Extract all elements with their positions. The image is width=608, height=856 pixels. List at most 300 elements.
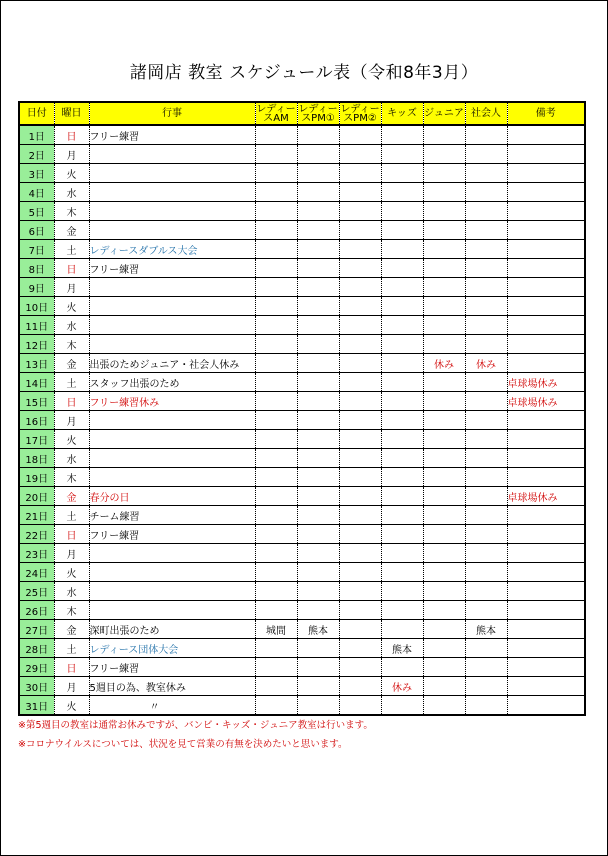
kids-cell xyxy=(381,278,423,297)
adult-cell xyxy=(465,449,507,468)
notes-cell xyxy=(507,297,585,316)
weekday-cell: 木 xyxy=(54,335,89,354)
table-row xyxy=(19,297,585,316)
ladies-pm1-cell xyxy=(297,145,339,164)
weekday-cell: 日 xyxy=(54,259,89,278)
ladies-pm1-cell xyxy=(297,525,339,544)
notes-cell: 卓球場休み xyxy=(507,392,585,411)
adult-cell xyxy=(465,240,507,259)
kids-cell xyxy=(381,430,423,449)
ladies-pm2-cell xyxy=(339,449,381,468)
table-row xyxy=(19,544,585,563)
adult-cell: 熊本 xyxy=(465,620,507,639)
kids-cell xyxy=(381,125,423,145)
date-cell: 13日 xyxy=(19,354,54,373)
notes-cell: 卓球場休み xyxy=(507,487,585,506)
ladies-am-cell xyxy=(255,525,297,544)
table-row xyxy=(19,563,585,582)
weekday-cell: 水 xyxy=(54,316,89,335)
ladies-am-cell xyxy=(255,240,297,259)
date-cell: 29日 xyxy=(19,658,54,677)
ladies-pm2-cell xyxy=(339,677,381,696)
ladies-am-cell xyxy=(255,183,297,202)
adult-cell xyxy=(465,563,507,582)
ladies-pm1-cell xyxy=(297,506,339,525)
ladies-pm2-cell xyxy=(339,582,381,601)
weekday-cell: 金 xyxy=(54,620,89,639)
adult-cell xyxy=(465,335,507,354)
kids-cell xyxy=(381,316,423,335)
footnotes xyxy=(18,716,373,754)
adult-cell xyxy=(465,145,507,164)
notes-cell xyxy=(507,411,585,430)
ladies-pm1-cell xyxy=(297,468,339,487)
table-row xyxy=(19,335,585,354)
junior-cell xyxy=(423,658,465,677)
date-cell: 25日 xyxy=(19,582,54,601)
weekday-cell: 月 xyxy=(54,411,89,430)
ladies-pm2-cell xyxy=(339,278,381,297)
ladies-pm1-cell xyxy=(297,601,339,620)
ladies-am-cell xyxy=(255,145,297,164)
ladies-pm2-cell xyxy=(339,392,381,411)
weekday-cell: 月 xyxy=(54,544,89,563)
notes-cell xyxy=(507,316,585,335)
weekday-cell: 水 xyxy=(54,582,89,601)
weekday-cell: 金 xyxy=(54,354,89,373)
junior-cell xyxy=(423,316,465,335)
notes-cell xyxy=(507,525,585,544)
table-row xyxy=(19,525,585,544)
table-row xyxy=(19,696,585,716)
date-cell: 1日 xyxy=(19,125,54,145)
event-cell: レディース団体大会 xyxy=(89,639,255,658)
kids-cell xyxy=(381,449,423,468)
junior-cell xyxy=(423,601,465,620)
ladies-pm1-cell xyxy=(297,164,339,183)
notes-cell xyxy=(507,563,585,582)
ladies-pm1-cell xyxy=(297,392,339,411)
table-row xyxy=(19,430,585,449)
adult-cell xyxy=(465,506,507,525)
junior-cell xyxy=(423,145,465,164)
ladies-am-cell xyxy=(255,221,297,240)
junior-cell xyxy=(423,639,465,658)
ladies-pm1-cell xyxy=(297,316,339,335)
date-cell: 18日 xyxy=(19,449,54,468)
table-row xyxy=(19,278,585,297)
junior-cell xyxy=(423,335,465,354)
event-cell xyxy=(89,582,255,601)
adult-cell xyxy=(465,582,507,601)
notes-cell xyxy=(507,183,585,202)
table-row xyxy=(19,506,585,525)
ladies-pm1-cell xyxy=(297,696,339,716)
junior-cell xyxy=(423,411,465,430)
notes-cell xyxy=(507,601,585,620)
ladies-pm1-cell xyxy=(297,240,339,259)
header-adult: 社会人 xyxy=(465,102,507,125)
adult-cell xyxy=(465,544,507,563)
adult-cell xyxy=(465,373,507,392)
junior-cell xyxy=(423,164,465,183)
weekday-cell: 水 xyxy=(54,449,89,468)
junior-cell xyxy=(423,125,465,145)
adult-cell xyxy=(465,430,507,449)
notes-cell xyxy=(507,506,585,525)
notes-cell xyxy=(507,658,585,677)
date-cell: 12日 xyxy=(19,335,54,354)
ladies-pm2-cell xyxy=(339,145,381,164)
table-row xyxy=(19,221,585,240)
ladies-pm2-cell xyxy=(339,544,381,563)
junior-cell xyxy=(423,297,465,316)
header-junior: ジュニア xyxy=(423,102,465,125)
weekday-cell: 土 xyxy=(54,240,89,259)
date-cell: 14日 xyxy=(19,373,54,392)
ladies-pm2-cell xyxy=(339,221,381,240)
weekday-cell: 日 xyxy=(54,525,89,544)
notes-cell xyxy=(507,164,585,183)
ladies-pm2-cell xyxy=(339,125,381,145)
ladies-pm1-cell xyxy=(297,202,339,221)
ladies-pm1-cell xyxy=(297,354,339,373)
weekday-cell: 土 xyxy=(54,506,89,525)
ladies-am-cell xyxy=(255,601,297,620)
weekday-cell: 月 xyxy=(54,677,89,696)
ladies-am-cell xyxy=(255,468,297,487)
event-cell xyxy=(89,563,255,582)
weekday-cell: 火 xyxy=(54,297,89,316)
ladies-am-cell xyxy=(255,297,297,316)
ladies-pm2-cell xyxy=(339,202,381,221)
ladies-am-cell xyxy=(255,335,297,354)
event-cell xyxy=(89,221,255,240)
footnote: ※コロナウイルスについては、状況を見て営業の有無を決めたいと思います。 xyxy=(18,739,348,750)
ladies-pm1-cell xyxy=(297,259,339,278)
ladies-pm2-cell xyxy=(339,259,381,278)
kids-cell xyxy=(381,145,423,164)
event-cell: フリー練習 xyxy=(89,259,255,278)
kids-cell xyxy=(381,468,423,487)
ladies-pm2-cell xyxy=(339,183,381,202)
table-row xyxy=(19,125,585,145)
notes-cell xyxy=(507,449,585,468)
junior-cell xyxy=(423,620,465,639)
table-row xyxy=(19,259,585,278)
table-row xyxy=(19,373,585,392)
notes-cell xyxy=(507,582,585,601)
table-row xyxy=(19,582,585,601)
notes-cell xyxy=(507,677,585,696)
notes-cell xyxy=(507,354,585,373)
kids-cell xyxy=(381,202,423,221)
date-cell: 10日 xyxy=(19,297,54,316)
ladies-pm2-cell xyxy=(339,620,381,639)
notes-cell xyxy=(507,259,585,278)
weekday-cell: 月 xyxy=(54,145,89,164)
weekday-cell: 火 xyxy=(54,696,89,716)
kids-cell xyxy=(381,620,423,639)
ladies-pm2-cell xyxy=(339,316,381,335)
date-cell: 3日 xyxy=(19,164,54,183)
junior-cell xyxy=(423,221,465,240)
weekday-cell: 木 xyxy=(54,468,89,487)
notes-cell xyxy=(507,240,585,259)
date-cell: 28日 xyxy=(19,639,54,658)
kids-cell xyxy=(381,354,423,373)
ladies-am-cell xyxy=(255,677,297,696)
event-cell: レディースダブルス大会 xyxy=(89,240,255,259)
kids-cell xyxy=(381,487,423,506)
date-cell: 19日 xyxy=(19,468,54,487)
ladies-am-cell xyxy=(255,125,297,145)
date-cell: 31日 xyxy=(19,696,54,716)
event-cell xyxy=(89,202,255,221)
notes-cell xyxy=(507,639,585,658)
ladies-am-cell xyxy=(255,449,297,468)
header-date: 日付 xyxy=(19,102,54,125)
notes-cell xyxy=(507,430,585,449)
header-notes: 備考 xyxy=(507,102,585,125)
ladies-am-cell xyxy=(255,487,297,506)
junior-cell xyxy=(423,430,465,449)
ladies-pm1-cell xyxy=(297,297,339,316)
date-cell: 11日 xyxy=(19,316,54,335)
ladies-pm2-cell xyxy=(339,696,381,716)
ladies-pm2-cell xyxy=(339,563,381,582)
junior-cell xyxy=(423,563,465,582)
date-cell: 17日 xyxy=(19,430,54,449)
kids-cell xyxy=(381,259,423,278)
event-cell xyxy=(89,145,255,164)
header-ladies-pm2: レディー スPM② xyxy=(340,103,380,124)
junior-cell xyxy=(423,202,465,221)
adult-cell xyxy=(465,183,507,202)
weekday-cell: 木 xyxy=(54,202,89,221)
kids-cell xyxy=(381,658,423,677)
ladies-am-cell xyxy=(255,430,297,449)
table-row xyxy=(19,620,585,639)
table-row xyxy=(19,145,585,164)
kids-cell xyxy=(381,164,423,183)
notes-cell xyxy=(507,696,585,716)
table-row xyxy=(19,411,585,430)
ladies-pm1-cell xyxy=(297,278,339,297)
header-row xyxy=(19,102,585,125)
ladies-pm1-cell xyxy=(297,487,339,506)
kids-cell: 熊本 xyxy=(381,639,423,658)
kids-cell xyxy=(381,601,423,620)
junior-cell xyxy=(423,278,465,297)
footnote: ※第5週目の教室は通常お休みですが、バンビ・キッズ・ジュニア教室は行います。 xyxy=(18,720,373,731)
notes-cell xyxy=(507,468,585,487)
kids-cell xyxy=(381,297,423,316)
event-cell xyxy=(89,278,255,297)
junior-cell: 休み xyxy=(423,354,465,373)
ladies-am-cell xyxy=(255,696,297,716)
ladies-pm1-cell xyxy=(297,563,339,582)
ladies-pm2-cell xyxy=(339,373,381,392)
weekday-cell: 土 xyxy=(54,373,89,392)
junior-cell xyxy=(423,468,465,487)
ladies-am-cell xyxy=(255,563,297,582)
event-cell xyxy=(89,449,255,468)
kids-cell xyxy=(381,373,423,392)
junior-cell xyxy=(423,487,465,506)
date-cell: 7日 xyxy=(19,240,54,259)
ladies-pm2-cell xyxy=(339,601,381,620)
table-row xyxy=(19,354,585,373)
event-cell xyxy=(89,183,255,202)
ladies-am-cell xyxy=(255,582,297,601)
date-cell: 6日 xyxy=(19,221,54,240)
kids-cell xyxy=(381,411,423,430)
ladies-pm1-cell xyxy=(297,221,339,240)
ladies-pm2-cell xyxy=(339,658,381,677)
event-cell: フリー練習 xyxy=(89,658,255,677)
adult-cell xyxy=(465,125,507,145)
weekday-cell: 金 xyxy=(54,221,89,240)
adult-cell xyxy=(465,164,507,183)
adult-cell xyxy=(465,487,507,506)
event-cell: フリー練習 xyxy=(89,125,255,145)
junior-cell xyxy=(423,696,465,716)
ladies-pm1-cell xyxy=(297,544,339,563)
ladies-pm1-cell xyxy=(297,582,339,601)
ladies-pm1-cell xyxy=(297,449,339,468)
ladies-am-cell xyxy=(255,316,297,335)
ladies-am-cell xyxy=(255,392,297,411)
adult-cell xyxy=(465,468,507,487)
adult-cell xyxy=(465,696,507,716)
event-cell xyxy=(89,468,255,487)
table-row xyxy=(19,601,585,620)
notes-cell xyxy=(507,145,585,164)
kids-cell xyxy=(381,221,423,240)
junior-cell xyxy=(423,259,465,278)
date-cell: 15日 xyxy=(19,392,54,411)
table-row xyxy=(19,449,585,468)
date-cell: 9日 xyxy=(19,278,54,297)
date-cell: 30日 xyxy=(19,677,54,696)
ladies-pm2-cell xyxy=(339,164,381,183)
ladies-pm1-cell xyxy=(297,335,339,354)
header-ladies-pm1: レディー スPM① xyxy=(298,103,338,124)
ladies-pm1-cell: 熊本 xyxy=(297,620,339,639)
ladies-am-cell xyxy=(255,506,297,525)
table-row xyxy=(19,658,585,677)
kids-cell xyxy=(381,544,423,563)
table-row xyxy=(19,164,585,183)
event-cell xyxy=(89,544,255,563)
junior-cell xyxy=(423,677,465,696)
ladies-pm2-cell xyxy=(339,468,381,487)
event-cell xyxy=(89,164,255,183)
kids-cell xyxy=(381,506,423,525)
weekday-cell: 金 xyxy=(54,487,89,506)
weekday-cell: 日 xyxy=(54,392,89,411)
date-cell: 21日 xyxy=(19,506,54,525)
table-row xyxy=(19,316,585,335)
table-row xyxy=(19,677,585,696)
ladies-pm2-cell xyxy=(339,506,381,525)
weekday-cell: 日 xyxy=(54,125,89,145)
adult-cell xyxy=(465,202,507,221)
notes-cell xyxy=(507,221,585,240)
junior-cell xyxy=(423,525,465,544)
table-row xyxy=(19,240,585,259)
adult-cell xyxy=(465,259,507,278)
date-cell: 16日 xyxy=(19,411,54,430)
date-cell: 4日 xyxy=(19,183,54,202)
ladies-pm1-cell xyxy=(297,639,339,658)
kids-cell xyxy=(381,525,423,544)
event-cell xyxy=(89,335,255,354)
ladies-am-cell xyxy=(255,259,297,278)
ladies-am-cell xyxy=(255,278,297,297)
ladies-pm2-cell xyxy=(339,639,381,658)
adult-cell xyxy=(465,658,507,677)
header-ladies-am: レディー スAM xyxy=(256,103,296,124)
ladies-pm1-cell xyxy=(297,373,339,392)
ladies-am-cell xyxy=(255,164,297,183)
date-cell: 2日 xyxy=(19,145,54,164)
table-row xyxy=(19,468,585,487)
adult-cell xyxy=(465,677,507,696)
junior-cell xyxy=(423,449,465,468)
ladies-pm2-cell xyxy=(339,487,381,506)
notes-cell xyxy=(507,544,585,563)
adult-cell xyxy=(465,297,507,316)
weekday-cell: 水 xyxy=(54,183,89,202)
notes-cell: 卓球場休み xyxy=(507,373,585,392)
header-kids: キッズ xyxy=(381,102,423,125)
ladies-am-cell xyxy=(255,658,297,677)
ladies-pm1-cell xyxy=(297,411,339,430)
kids-cell xyxy=(381,582,423,601)
kids-cell xyxy=(381,335,423,354)
notes-cell xyxy=(507,202,585,221)
weekday-cell: 日 xyxy=(54,658,89,677)
ladies-pm2-cell xyxy=(339,297,381,316)
adult-cell xyxy=(465,278,507,297)
table-row xyxy=(19,183,585,202)
adult-cell xyxy=(465,411,507,430)
kids-cell xyxy=(381,183,423,202)
table-row xyxy=(19,202,585,221)
table-row xyxy=(19,639,585,658)
adult-cell xyxy=(465,392,507,411)
notes-cell xyxy=(507,125,585,145)
event-cell xyxy=(89,601,255,620)
notes-cell xyxy=(507,278,585,297)
adult-cell: 休み xyxy=(465,354,507,373)
weekday-cell: 木 xyxy=(54,601,89,620)
junior-cell xyxy=(423,392,465,411)
table-row xyxy=(19,487,585,506)
ladies-am-cell xyxy=(255,411,297,430)
ladies-pm2-cell xyxy=(339,411,381,430)
ladies-am-cell xyxy=(255,354,297,373)
event-cell: フリー練習 xyxy=(89,525,255,544)
ladies-pm1-cell xyxy=(297,125,339,145)
event-cell: スタッフ出張のため xyxy=(89,373,255,392)
adult-cell xyxy=(465,601,507,620)
date-cell: 22日 xyxy=(19,525,54,544)
ladies-pm2-cell xyxy=(339,525,381,544)
event-cell xyxy=(89,297,255,316)
